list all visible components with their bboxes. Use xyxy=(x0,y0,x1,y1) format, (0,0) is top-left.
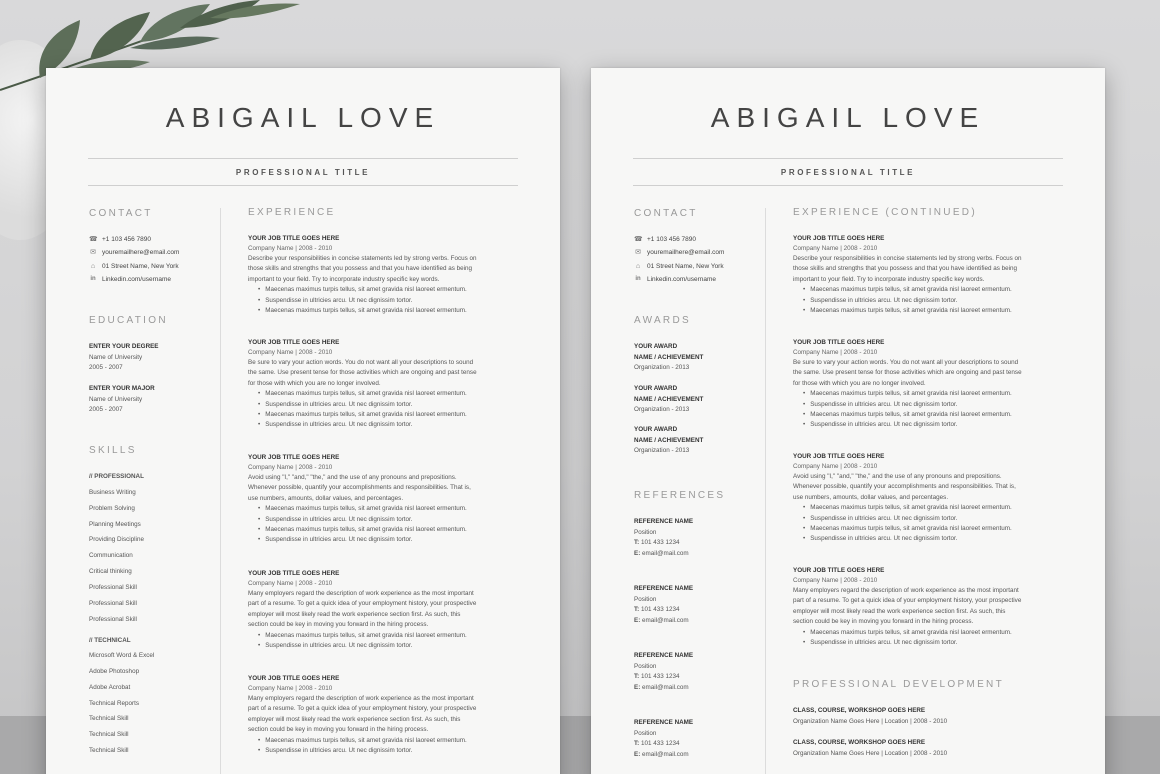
header-rule-bottom xyxy=(633,185,1063,186)
reference-item: REFERENCE NAME Position T: 101 433 1234 E: email@mail.com xyxy=(634,585,694,624)
skill-item: Critical thinking xyxy=(89,568,132,575)
pro-dev-item: CLASS, COURSE, WORKSHOP GOES HERE Organization Name Goes Here | Location | 2008 - 2010 xyxy=(793,739,948,757)
resume-name: ABIGAIL LOVE xyxy=(165,102,441,133)
contact-address: ⌂ 01 Street Name, New York xyxy=(635,263,724,270)
professional-title: PROFESSIONAL TITLE xyxy=(235,168,371,177)
header-rule-bottom xyxy=(88,185,518,186)
reference-item: REFERENCE NAME Position T: 101 433 1234 E: email@mail.com xyxy=(634,719,694,758)
job-entry: YOUR JOB TITLE GOES HERE Company Name | 2008 - 2010 Many employers regard the description of work experience as the most important part of a resume. To get a quick idea of your employment history, your prospective employer will most likely read the work experience section first. As such, this section could be key in moving you forward in the hiring process. • Maecenas maximus turpis tellus, sit amet gravida nisl laoreet ermentum. • Suspendisse in ultricies arcu. Ut nec dignissim tortor. xyxy=(248,569,520,651)
skill-item: Professional Skill xyxy=(89,600,137,607)
education-heading: EDUCATION xyxy=(89,315,168,326)
reference-item: REFERENCE NAME Position T: 101 433 1234 E: email@mail.com xyxy=(634,518,694,557)
contact-email: ✉ youremailhere@email.com xyxy=(90,249,180,256)
job-entry: YOUR JOB TITLE GOES HERE Company Name | 2008 - 2010 Many employers regard the description of work experience as the most important part of a resume. To get a quick idea of your employment history, your prospective employer will most likely read the work experience section first. As such, this section could be key in moving you forward in the hiring process. • Maecenas maximus turpis tellus, sit amet gravida nisl laoreet ermentum. • Suspendisse in ultricies arcu. Ut nec dignissim tortor. xyxy=(248,674,520,756)
professional-development-heading: PROFESSIONAL DEVELOPMENT xyxy=(793,679,1004,690)
skill-item: Communication xyxy=(89,552,133,559)
contact-address: ⌂ 01 Street Name, New York xyxy=(90,263,179,270)
job-entry: YOUR JOB TITLE GOES HERE Company Name | 2008 - 2010 Be sure to vary your action words. You do not want all your descriptions to sound the same. Use present tense for those activities which are ongoing and past tense for those with which you are no longer involved. • Maecenas maximus turpis tellus, sit amet gravida nisl laoreet ermentum. • Suspendisse in ultricies arcu. Ut nec dignissim tortor. • Maecenas maximus turpis tellus, sit amet gravida nisl laoreet ermentum. • Suspendisse in ultricies arcu. Ut nec dignissim tortor. xyxy=(793,338,1065,431)
phone-icon: ☎ xyxy=(89,236,98,243)
contact-phone: ☎ +1 103 456 7890 xyxy=(634,236,696,243)
experience-heading: EXPERIENCE xyxy=(248,207,336,218)
skill-item: Technical Reports xyxy=(89,700,140,707)
awards-heading: AWARDS xyxy=(634,315,691,326)
column-divider xyxy=(220,208,221,774)
skill-item: Technical Skill xyxy=(89,731,129,738)
experience-continued-heading: EXPERIENCE (CONTINUED) xyxy=(793,207,977,218)
email-icon: ✉ xyxy=(635,249,641,256)
skills-professional-label: // PROFESSIONAL xyxy=(89,473,144,480)
skill-item: Professional Skill xyxy=(89,616,137,623)
skill-item: Technical Skill xyxy=(89,715,129,722)
contact-heading: CONTACT xyxy=(89,208,153,219)
contact-heading: CONTACT xyxy=(634,208,698,219)
professional-title: PROFESSIONAL TITLE xyxy=(780,168,916,177)
skills-technical-label: // TECHNICAL xyxy=(89,637,131,644)
skill-item: Adobe Photoshop xyxy=(89,668,140,675)
reference-item: REFERENCE NAME Position T: 101 433 1234 E: email@mail.com xyxy=(634,652,694,691)
skill-item: Microsoft Word & Excel xyxy=(89,652,155,659)
job-entry: YOUR JOB TITLE GOES HERE Company Name | 2008 - 2010 Describe your responsibilities in concise statements led by strong verbs. Focus on those skills and strengths that you possess and that you have identified as being important to your field. Try to incorporate industry specific key words. • Maecenas maximus turpis tellus, sit amet gravida nisl laoreet ermentum. • Suspendisse in ultricies arcu. Ut nec dignissim tortor. • Maecenas maximus turpis tellus, sit amet gravida nisl laoreet ermentum. xyxy=(248,234,520,316)
job-entry: YOUR JOB TITLE GOES HERE Company Name | 2008 - 2010 Avoid using "I," "and," "the," and the use of any pronouns and prepositions. Whenever possible, quantify your accomplishments and responsibilities. That is, use numbers, amounts, dollar values, and percentages. • Maecenas maximus turpis tellus, sit amet gravida nisl laoreet ermentum. • Suspendisse in ultricies arcu. Ut nec dignissim tortor. • Maecenas maximus turpis tellus, sit amet gravida nisl laoreet ermentum. • Suspendisse in ultricies arcu. Ut nec dignissim tortor. xyxy=(793,452,1065,545)
resume-name: ABIGAIL LOVE xyxy=(710,102,986,133)
home-icon: ⌂ xyxy=(90,263,96,270)
education-item: ENTER YOUR MAJOR Name of University 2005 - 2007 xyxy=(89,385,155,413)
phone-icon: ☎ xyxy=(634,236,643,243)
skill-item: Adobe Acrobat xyxy=(89,684,131,691)
contact-email: ✉ youremailhere@email.com xyxy=(635,249,725,256)
job-entry: YOUR JOB TITLE GOES HERE Company Name | 2008 - 2010 Be sure to vary your action words. You do not want all your descriptions to sound the same. Use present tense for those activities which are ongoing and past tense for those with which you are no longer involved. • Maecenas maximus turpis tellus, sit amet gravida nisl laoreet ermentum. • Suspendisse in ultricies arcu. Ut nec dignissim tortor. • Maecenas maximus turpis tellus, sit amet gravida nisl laoreet ermentum. • Suspendisse in ultricies arcu. Ut nec dignissim tortor. xyxy=(248,338,520,431)
header-rule xyxy=(88,158,518,159)
skill-item: Planning Meetings xyxy=(89,521,141,528)
skills-heading: SKILLS xyxy=(89,445,137,456)
skill-item: Problem Solving xyxy=(89,505,135,512)
contact-linkedin: in Linkedin.com/username xyxy=(635,276,717,283)
resume-page-1 xyxy=(46,68,560,774)
linkedin-icon: in xyxy=(635,276,641,282)
award-item: YOUR AWARD NAME / ACHIEVEMENT Organization - 2013 xyxy=(634,343,704,371)
contact-phone: ☎ +1 103 456 7890 xyxy=(89,236,151,243)
email-icon: ✉ xyxy=(90,249,96,256)
award-item: YOUR AWARD NAME / ACHIEVEMENT Organization - 2013 xyxy=(634,426,704,454)
skill-item: Business Writing xyxy=(89,489,136,496)
pro-dev-item: CLASS, COURSE, WORKSHOP GOES HERE Organization Name Goes Here | Location | 2008 - 2010 xyxy=(793,707,948,725)
skill-item: Professional Skill xyxy=(89,584,137,591)
header-rule xyxy=(633,158,1063,159)
skill-item: Providing Discipline xyxy=(89,536,144,543)
linkedin-icon: in xyxy=(90,276,96,282)
references-heading: REFERENCES xyxy=(634,490,726,501)
award-item: YOUR AWARD NAME / ACHIEVEMENT Organization - 2013 xyxy=(634,385,704,413)
job-entry: YOUR JOB TITLE GOES HERE Company Name | 2008 - 2010 Avoid using "I," "and," "the," and the use of any pronouns and prepositions. Whenever possible, quantify your accomplishments and responsibilities. That is, use numbers, amounts, dollar values, and percentages. • Maecenas maximus turpis tellus, sit amet gravida nisl laoreet ermentum. • Suspendisse in ultricies arcu. Ut nec dignissim tortor. • Maecenas maximus turpis tellus, sit amet gravida nisl laoreet ermentum. • Suspendisse in ultricies arcu. Ut nec dignissim tortor. xyxy=(248,453,520,546)
column-divider xyxy=(765,208,766,774)
resume-page-2 xyxy=(591,68,1105,774)
skill-item: Technical Skill xyxy=(89,747,129,754)
education-item: ENTER YOUR DEGREE Name of University 2005 - 2007 xyxy=(89,343,159,371)
job-entry: YOUR JOB TITLE GOES HERE Company Name | 2008 - 2010 Describe your responsibilities in concise statements led by strong verbs. Focus on those skills and strengths that you possess and that you have identified as being important to your field. Try to incorporate industry specific key words. • Maecenas maximus turpis tellus, sit amet gravida nisl laoreet ermentum. • Suspendisse in ultricies arcu. Ut nec dignissim tortor. • Maecenas maximus turpis tellus, sit amet gravida nisl laoreet ermentum. xyxy=(793,234,1065,316)
job-entry: YOUR JOB TITLE GOES HERE Company Name | 2008 - 2010 Many employers regard the description of work experience as the most important part of a resume. To get a quick idea of your employment history, your prospective employer will most likely read the work experience section first. As such, this section could be key in moving you forward in the hiring process. • Maecenas maximus turpis tellus, sit amet gravida nisl laoreet ermentum. • Suspendisse in ultricies arcu. Ut nec dignissim tortor. xyxy=(793,566,1065,648)
home-icon: ⌂ xyxy=(635,263,641,270)
contact-linkedin: in Linkedin.com/username xyxy=(90,276,172,283)
